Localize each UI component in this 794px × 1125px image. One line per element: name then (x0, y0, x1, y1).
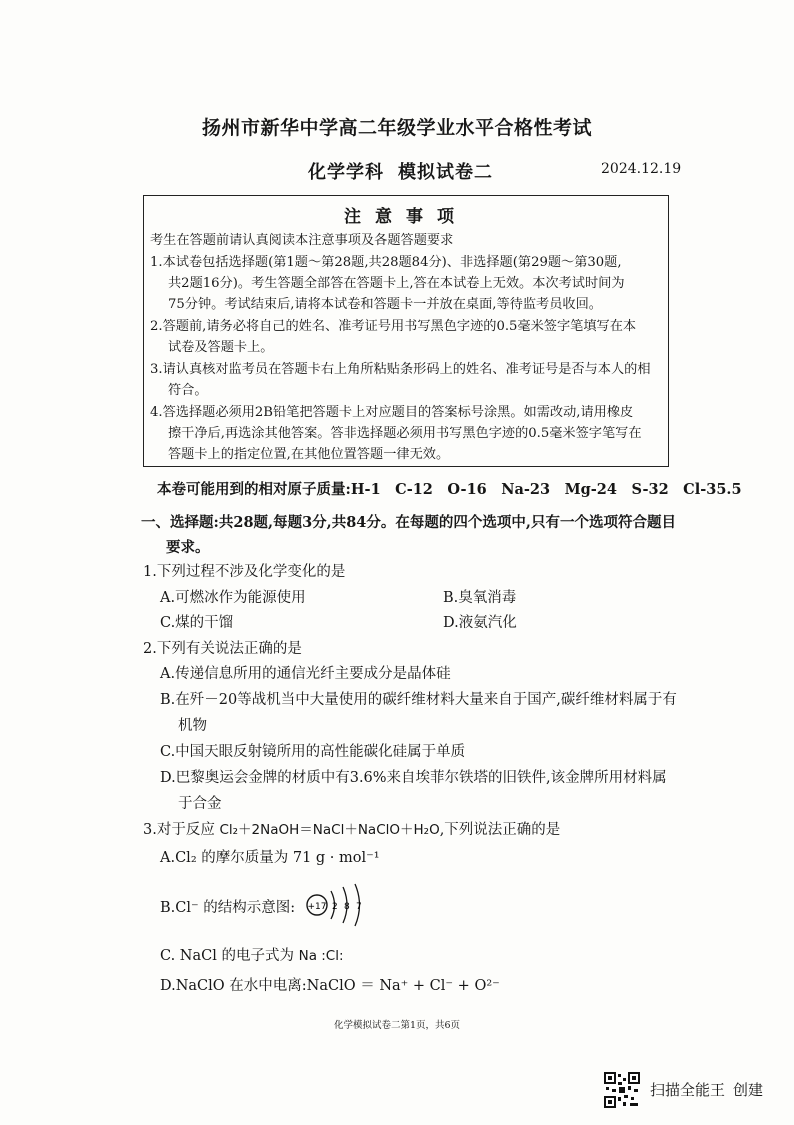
q3-stem (143, 818, 560, 839)
q2-option-b-line-1: B.在歼－20等战机当中大量使用的碳纤维材料大量来自于国产,碳纤维材料属于有 (160, 692, 677, 708)
shell-3-count: 7 (356, 902, 362, 912)
section-heading-line-1: 一、选择题:共28题,每题3分,共84分。在每题的四个选项中,只有一个选项符合题目 (141, 514, 676, 531)
q3-option-c (160, 944, 344, 965)
nucleus-charge: +17 (307, 902, 327, 912)
q1-option-d: D.液氨汽化 (443, 615, 517, 631)
notice-item-1-line-3: 75分钟。考试结束后,请将本试卷和答题卡一并放在桌面,等待监考员收回。 (168, 297, 602, 312)
page-footer: 化学模拟试卷二第1页，共6页 (333, 1020, 461, 1031)
q3-option-b-text: B.Cl⁻ 的结构示意图: (160, 900, 296, 916)
cl-ion-structure-diagram (305, 880, 373, 930)
q1-option-a: A.可燃冰作为能源使用 (160, 590, 306, 606)
q2-stem: 2.下列有关说法正确的是 (143, 641, 302, 657)
atomic-masses: 本卷可能用到的相对原子质量:H-1 C-12 O-16 Na-23 Mg-24 S-32 Cl-35.5 (157, 481, 742, 498)
notice-item-1-line-1: 1.本试卷包括选择题(第1题～第28题,共28题84分)、非选择题(第29题～第30题, (150, 255, 622, 270)
q2-option-d-line-1: D.巴黎奥运会金牌的材质中有3.6%来自埃菲尔铁塔的旧铁件,该金牌所用材料属 (160, 770, 667, 786)
notice-item-2-line-1: 2.答题前,请务必将自己的姓名、准考证号用书写黑色字迹的0.5毫米签字笔填写在本 (150, 319, 637, 334)
q1-option-c: C.煤的干馏 (160, 615, 234, 631)
qr-code-icon (604, 1072, 640, 1108)
q3-stem-prefix: 3.对于反应 (143, 822, 215, 838)
subject-label: 化学学科 (308, 162, 384, 183)
q2-option-c: C.中国天眼反射镜所用的高性能碳化硅属于单质 (160, 744, 466, 760)
notice-item-4-line-1: 4.答选择题必须用2B铅笔把答题卡上对应题目的答案标号涂黑。如需改动,请用橡皮 (150, 405, 634, 420)
q2-option-b-line-2: 机物 (178, 718, 207, 734)
q1-stem: 1.下列过程不涉及化学变化的是 (143, 564, 346, 580)
q3-option-c-text: C. NaCl 的电子式为 (160, 948, 294, 964)
paper-label: 模拟试卷二 (398, 162, 493, 183)
notice-box (143, 195, 669, 467)
exam-date: 2024.12.19 (601, 161, 682, 177)
scanner-brand-name: 扫描全能王 (650, 1081, 726, 1099)
section-heading-line-2: 要求。 (166, 539, 210, 556)
q3-stem-suffix: ,下列说法正确的是 (439, 822, 561, 838)
q3-option-a: A.Cl₂ 的摩尔质量为 71 g · mol⁻¹ (160, 850, 380, 866)
q2-option-a: A.传递信息所用的通信光纤主要成分是晶体硅 (160, 666, 451, 682)
notice-item-4-line-3: 答题卡上的指定位置,在其他位置答题一律无效。 (168, 447, 450, 462)
notice-intro: 考生在答题前请认真阅读本注意事项及各题答题要求 (150, 233, 454, 248)
notice-item-4-line-2: 擦干净后,再选涂其他答案。答非选择题必须用书写黑色字迹的0.5毫米签字笔写在 (168, 426, 642, 441)
notice-item-2-line-2: 试卷及答题卡上。 (168, 340, 274, 355)
notice-title: 注意事项 (344, 207, 468, 227)
q3-option-d: D.NaClO 在水中电离:NaClO ＝ Na⁺ + Cl⁻ + O²⁻ (160, 978, 500, 994)
notice-item-3-line-2: 符合。 (168, 383, 208, 398)
notice-item-1-line-2: 共2题16分)。考生答题全部答在答题卡上,答在本试卷上无效。本次考试时间为 (168, 276, 625, 291)
scanner-brand-action: 创建 (733, 1081, 764, 1099)
exam-subtitle (308, 158, 493, 184)
q3-equation: Cl₂＋2NaOH＝NaCl＋NaClO＋H₂O (219, 822, 440, 838)
q1-option-b: B.臭氧消毒 (443, 590, 517, 606)
scanner-brand (650, 1079, 763, 1100)
q3-option-b (160, 896, 295, 917)
shell-1-count: 2 (332, 902, 338, 912)
shell-2-count: 8 (344, 902, 350, 912)
notice-item-3-line-1: 3.请认真核对监考员在答题卡右上角所粘贴条形码上的姓名、准考证号是否与本人的相 (150, 362, 651, 377)
nacl-electron-formula: Na :Cl: (298, 948, 344, 964)
q2-option-d-line-2: 于合金 (178, 796, 222, 812)
exam-title: 扬州市新华中学高二年级学业水平合格性考试 (201, 117, 592, 139)
